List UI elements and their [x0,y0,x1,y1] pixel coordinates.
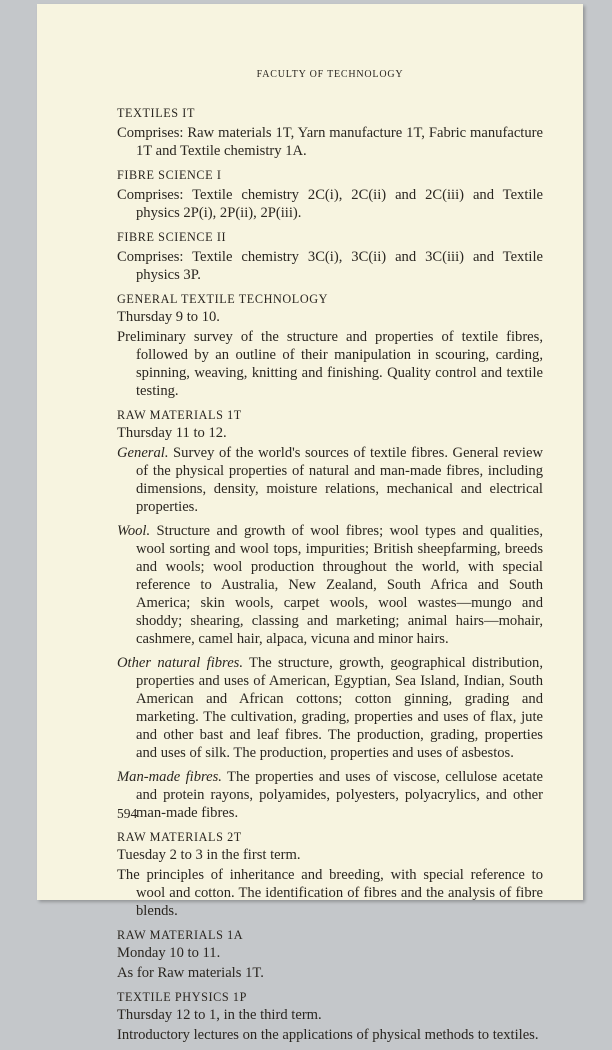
section-heading: RAW MATERIALS 1T [117,408,242,422]
section-paragraph [117,1026,543,1044]
paragraph-text: Introductory lectures on the applications of physical methods to textiles. [117,1027,539,1043]
document-page [37,4,583,1043]
section-raw-materials-2t [117,828,543,920]
paragraph-lead: Other natural fibres. [117,655,243,671]
section-paragraph [117,964,543,982]
section-paragraph-other-natural-fibres [117,654,543,762]
section-heading: RAW MATERIALS 2T [117,830,242,844]
section-heading: TEXTILES IT [117,106,196,120]
paragraph-text: Comprises: Textile chemistry 3C(i), 3C(ii) and 3C(iii) and Textile physics 3P. [117,249,543,283]
section-heading: TEXTILE PHYSICS 1P [117,990,247,1004]
section-heading: GENERAL TEXTILE TECHNOLOGY [117,292,329,306]
paragraph-text: The properties and uses of viscose, cellulose acetate and protein rayons, polyamides, polyesters, polyacrylics, and other man-made fibres. [136,769,543,821]
paragraph-text: The principles of inheritance and breeding, with special reference to wool and cotton. The identification of fibres and the analysis of fibre blends. [117,867,543,919]
section-schedule: Thursday 11 to 12. [117,425,227,441]
section-heading: FIBRE SCIENCE I [117,168,222,182]
page-body [117,104,543,1050]
section-schedule: Thursday 9 to 10. [117,309,220,325]
section-paragraph-general [117,444,543,516]
paragraph-text: Survey of the world's sources of textile fibres. General review of the physical properties of natural and man-made fibres, including dimensions, density, moisture relations, mechanical and electrical properties. [136,445,543,515]
paragraph-text: Comprises: Textile chemistry 2C(i), 2C(ii) and 2C(iii) and Textile physics 2P(i), 2P(ii), 2P(iii). [117,187,543,221]
section-paragraph [117,328,543,400]
section-fibre-science-ii [117,228,543,284]
page-number: 594 [117,806,138,821]
section-general-textile-technology [117,290,543,400]
section-paragraph-man-made-fibres [117,768,543,822]
paragraph-text: The structure, growth, geographical distribution, properties and uses of American, Egyptian, Sea Island, Indian, South American and African cottons; cotton ginning, grading and marketing. The cultivation, grading, properties and uses of flax, jute and other bast and leaf fibres. The production, grading, properties and uses of silk. The production, properties and uses of asbestos. [136,655,543,761]
section-heading: RAW MATERIALS 1A [117,928,244,942]
section-schedule: Thursday 12 to 1, in the third term. [117,1007,322,1023]
section-fibre-science-i [117,166,543,222]
section-paragraph [117,248,543,284]
section-paragraph-wool [117,522,543,648]
paragraph-text: Structure and growth of wool fibres; wool types and qualities, wool sorting and wool tops, impurities; British sheepfarming, breeds and wools; wool production throughout the world, with special reference to Australia, New Zealand, South Africa and South America; skin wools, carpet wools, wool wastes—mungo and shoddy; shearing, classing and marketing; animal hairs—mohair, cashmere, camel hair, alpaca, vicuna and minor hairs. [136,523,543,647]
section-paragraph [117,186,543,222]
paragraph-text: Comprises: Raw materials 1T, Yarn manufacture 1T, Fabric manufacture 1T and Textile chemistry 1A. [117,125,543,159]
section-textiles-it [117,104,543,160]
paragraph-text: As for Raw materials 1T. [117,965,264,981]
running-head: FACULTY OF TECHNOLOGY [256,69,404,80]
section-raw-materials-1t [117,406,543,822]
paragraph-lead: Wool. [117,523,151,539]
section-raw-materials-1a [117,926,543,982]
section-schedule: Monday 10 to 11. [117,945,221,961]
section-paragraph [117,866,543,920]
section-heading: FIBRE SCIENCE II [117,230,227,244]
section-textile-physics-1p [117,988,543,1044]
section-paragraph [117,124,543,160]
paragraph-lead: General. [117,445,169,461]
section-schedule: Tuesday 2 to 3 in the first term. [117,847,301,863]
paragraph-text: Preliminary survey of the structure and properties of textile fibres, followed by an outline of their manipulation in scouring, carding, spinning, weaving, knitting and finishing. Quality control and textile testing. [117,329,543,399]
paragraph-lead: Man-made fibres. [117,769,222,785]
